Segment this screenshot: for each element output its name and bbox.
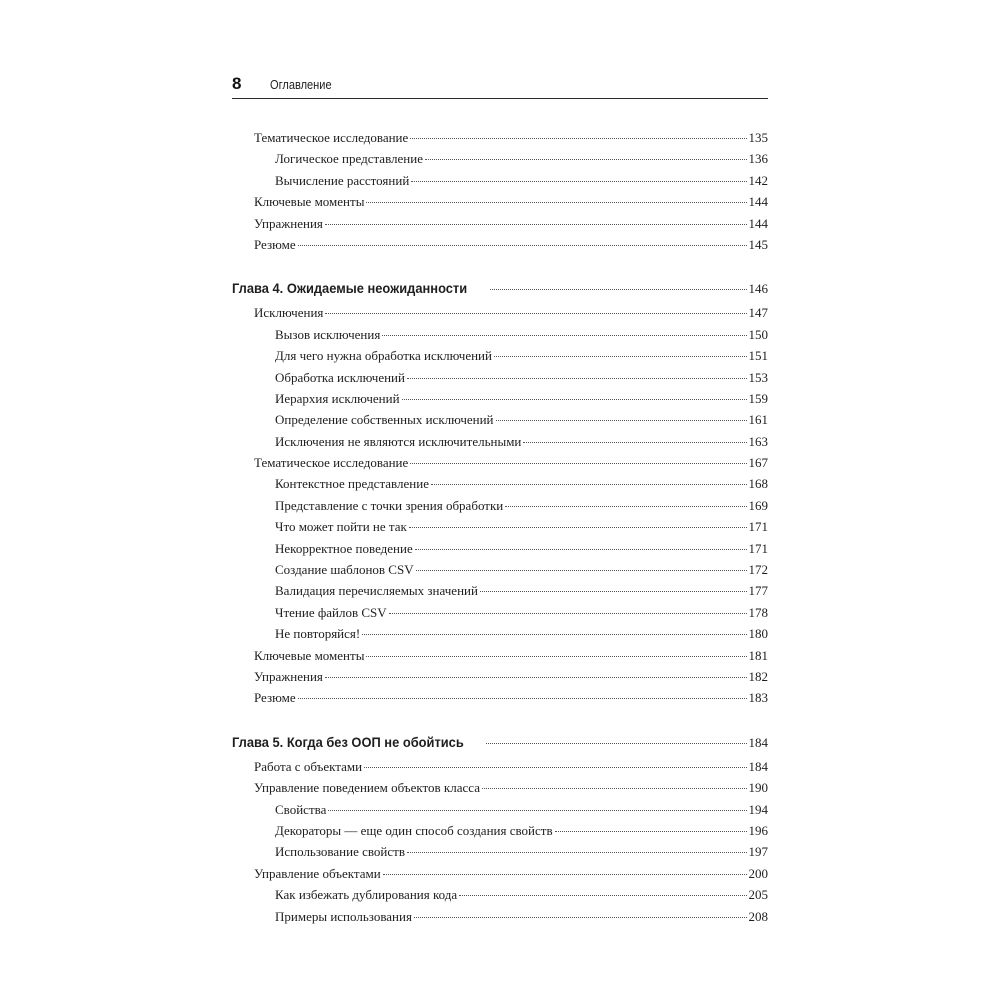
toc-entry-page: 183: [748, 690, 768, 706]
toc-entry: [232, 130, 768, 151]
toc-entry-page: 171: [748, 519, 768, 535]
toc-entry-page: 184: [748, 734, 768, 750]
toc-entry: [232, 780, 768, 801]
toc-entry-page: 144: [748, 194, 768, 210]
dot-leader: [328, 810, 746, 811]
toc-entry: [232, 412, 768, 433]
toc-entry-page: 136: [748, 151, 768, 167]
toc-entry-page: 168: [748, 476, 768, 492]
toc-entry: [232, 348, 768, 369]
dot-leader: [382, 335, 746, 336]
toc-entry: [232, 519, 768, 540]
toc-entry-title: Тематическое исследование: [254, 130, 409, 145]
toc-entry-page: 200: [748, 865, 768, 881]
dot-leader: [482, 788, 747, 789]
dot-leader: [325, 224, 747, 225]
toc-entry: [232, 759, 768, 780]
toc-entry: [232, 476, 768, 497]
toc-entry-page: 144: [748, 215, 768, 231]
dot-leader: [505, 506, 746, 507]
toc-entry-title: Не повторяйся!: [275, 626, 361, 642]
toc-entry: [232, 498, 768, 519]
dot-leader: [364, 767, 746, 768]
toc-entry-title: Свойства: [275, 801, 327, 817]
toc-entry-page: 167: [748, 455, 768, 471]
toc-entry: [232, 173, 768, 194]
toc-entry-page: 135: [748, 130, 768, 145]
toc-entry-title: Ключевые моменты: [254, 194, 365, 210]
toc-entry-title: Декораторы — еще один способ создания свойств: [275, 822, 553, 838]
dot-leader: [407, 852, 747, 853]
toc-chapter: [232, 280, 768, 304]
toc-entry-page: 208: [748, 908, 768, 924]
toc-entry-page: 146: [748, 281, 768, 297]
dot-leader: [407, 378, 747, 379]
toc-entry: [232, 216, 768, 237]
toc-entry: [232, 802, 768, 823]
toc-entry-title: Работа с объектами: [254, 758, 363, 774]
toc-entry: [232, 909, 768, 930]
toc-entry-page: 163: [748, 433, 768, 449]
dot-leader: [490, 289, 747, 290]
toc-entry-title: Валидация перечисляемых значений: [275, 583, 478, 599]
toc-entry-page: 161: [748, 412, 768, 428]
dot-leader: [366, 202, 746, 203]
toc-entry-page: 171: [748, 540, 768, 556]
toc-entry-title: Глава 4. Ожидаемые неожиданности: [232, 280, 468, 297]
running-title: Оглавление: [270, 77, 332, 92]
toc-entry-title: Иерархия исключений: [275, 390, 400, 406]
page-number: 8: [232, 74, 242, 93]
dot-leader: [523, 442, 746, 443]
toc-entry: [232, 583, 768, 604]
toc-entry-title: Исключения не являются исключительными: [275, 433, 522, 449]
toc-entry: [232, 669, 768, 690]
toc-entry-page: 150: [748, 326, 768, 342]
toc-entry: [232, 305, 768, 326]
toc-entry-title: Обработка исключений: [275, 369, 405, 385]
toc-entry-title: Резюме: [254, 690, 296, 706]
toc-entry-title: Создание шаблонов CSV: [275, 562, 414, 578]
toc-entry-page: 142: [748, 172, 768, 188]
toc-entry: [232, 626, 768, 647]
toc-entry-title: Для чего нужна обработка исключений: [275, 348, 492, 364]
dot-leader: [555, 831, 747, 832]
toc-entry-title: Резюме: [254, 236, 296, 252]
dot-leader: [325, 677, 747, 678]
toc-entry-title: Вычисление расстояний: [275, 172, 410, 188]
toc-entry: [232, 844, 768, 865]
toc-entry-page: 145: [748, 236, 768, 252]
toc-entry-title: Определение собственных исключений: [275, 412, 494, 428]
dot-leader: [496, 420, 747, 421]
toc-entry-title: Глава 5. Когда без ООП не обойтись: [232, 733, 464, 750]
toc-chapter: [232, 734, 768, 758]
toc-entry-page: 196: [748, 822, 768, 838]
dot-leader: [480, 591, 747, 592]
toc-entry-title: Тематическое исследование: [254, 455, 409, 471]
dot-leader: [486, 743, 747, 744]
toc-entry-title: Контекстное представление: [275, 476, 429, 492]
toc-entry-title: Вызов исключения: [275, 326, 381, 342]
toc-entry-page: 153: [748, 369, 768, 385]
toc-entry: [232, 370, 768, 391]
toc-entry-page: 147: [748, 305, 768, 321]
toc-entry-title: Исключения: [254, 305, 324, 321]
dot-leader: [416, 570, 747, 571]
toc-entry-title: Некорректное поведение: [275, 540, 413, 556]
toc-entry-page: 190: [748, 780, 768, 796]
toc-entry-title: Управление объектами: [254, 865, 381, 881]
toc-entry: [232, 605, 768, 626]
table-of-contents: [232, 130, 768, 930]
dot-leader: [389, 613, 747, 614]
toc-entry: [232, 237, 768, 258]
toc-entry: [232, 866, 768, 887]
toc-entry-title: Упражнения: [254, 668, 323, 684]
toc-entry-page: 172: [748, 562, 768, 578]
toc-entry-title: Ключевые моменты: [254, 647, 365, 663]
toc-entry: [232, 541, 768, 562]
toc-entry-title: Чтение файлов CSV: [275, 604, 387, 620]
toc-entry-page: 180: [748, 626, 768, 642]
toc-entry: [232, 194, 768, 215]
toc-entry-title: Логическое представление: [275, 151, 423, 167]
dot-leader: [402, 399, 747, 400]
toc-entry: [232, 887, 768, 908]
toc-entry-page: 194: [748, 801, 768, 817]
toc-entry: [232, 151, 768, 172]
dot-leader: [411, 181, 746, 182]
toc-entry-title: Представление с точки зрения обработки: [275, 497, 504, 513]
dot-leader: [425, 159, 747, 160]
toc-entry: [232, 455, 768, 476]
dot-leader: [415, 549, 747, 550]
dot-leader: [362, 634, 746, 635]
dot-leader: [383, 874, 747, 875]
toc-entry-page: 151: [748, 348, 768, 364]
dot-leader: [410, 138, 746, 139]
dot-leader: [325, 313, 746, 314]
toc-entry: [232, 434, 768, 455]
dot-leader: [494, 356, 747, 357]
toc-entry-page: 177: [748, 583, 768, 599]
toc-entry-title: Примеры использования: [275, 908, 412, 924]
dot-leader: [298, 698, 747, 699]
toc-entry-page: 205: [748, 887, 768, 903]
toc-entry-title: Что может пойти не так: [275, 519, 407, 535]
toc-entry-page: 181: [748, 647, 768, 663]
toc-entry-page: 182: [748, 668, 768, 684]
toc-entry: [232, 562, 768, 583]
toc-entry: [232, 327, 768, 348]
toc-entry-title: Как избежать дублирования кода: [275, 887, 458, 903]
dot-leader: [431, 484, 747, 485]
toc-entry-page: 169: [748, 497, 768, 513]
toc-entry-title: Использование свойств: [275, 844, 405, 860]
dot-leader: [366, 656, 746, 657]
toc-entry: [232, 648, 768, 669]
dot-leader: [409, 527, 747, 528]
toc-entry: [232, 690, 768, 711]
toc-entry: [232, 823, 768, 844]
dot-leader: [459, 895, 746, 896]
toc-entry-page: 184: [748, 758, 768, 774]
dot-leader: [414, 917, 747, 918]
toc-entry-page: 178: [748, 604, 768, 620]
toc-entry-page: 197: [748, 844, 768, 860]
toc-entry-page: 159: [748, 390, 768, 406]
dot-leader: [410, 463, 746, 464]
toc-entry: [232, 391, 768, 412]
dot-leader: [298, 245, 747, 246]
toc-entry-title: Упражнения: [254, 215, 323, 231]
page-header: [232, 72, 768, 99]
toc-entry-title: Управление поведением объектов класса: [254, 780, 480, 796]
